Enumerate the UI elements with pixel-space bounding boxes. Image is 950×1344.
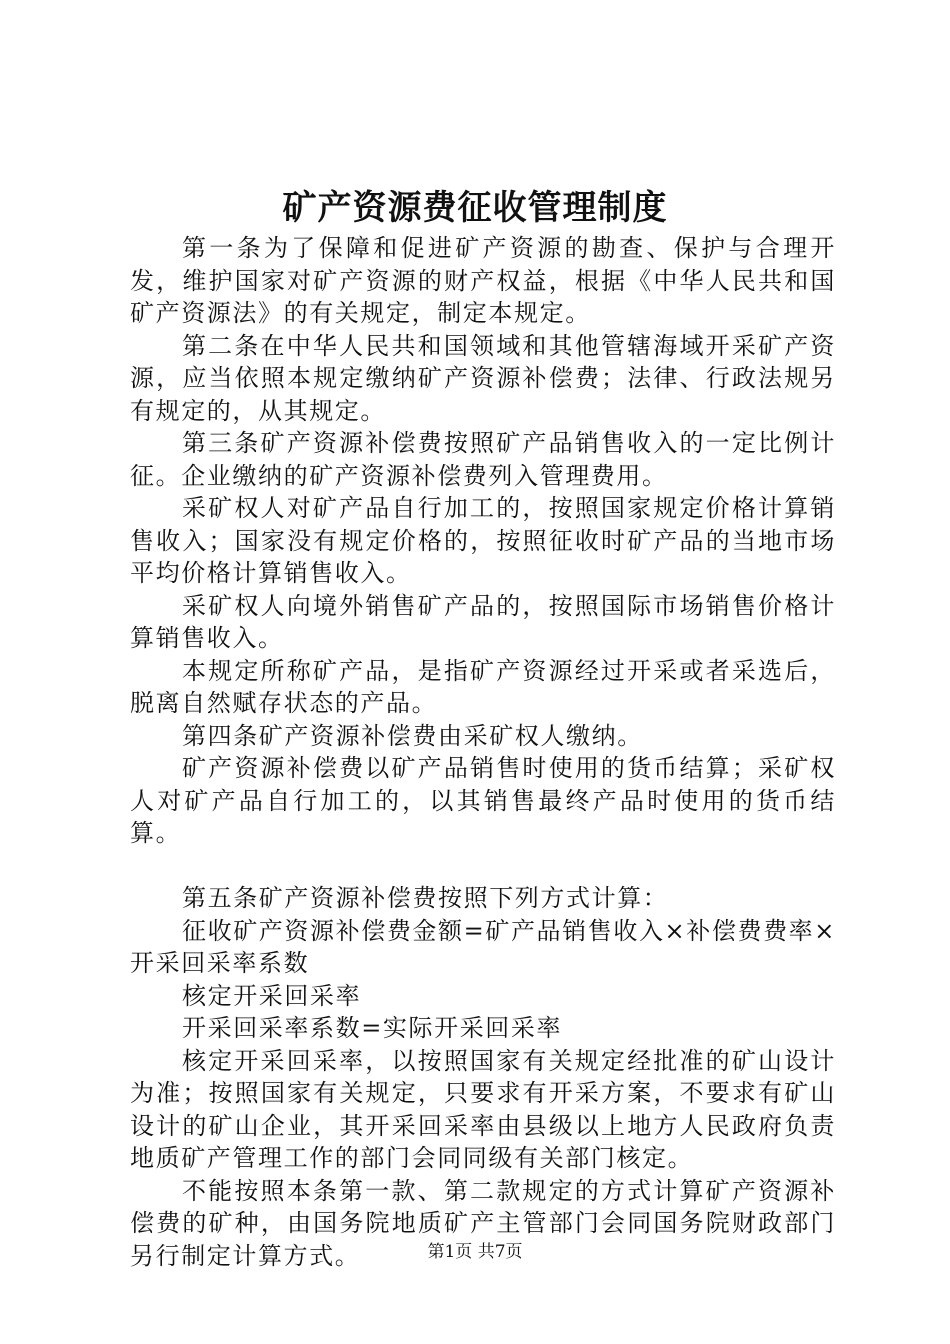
- paragraph-overseas-sales: 采矿权人向境外销售矿产品的，按照国际市场销售价格计算销售收入。: [130, 591, 836, 652]
- paragraph-article-4: 第四条矿产资源补偿费由采矿权人缴纳。: [182, 721, 643, 750]
- document-body: [130, 232, 836, 1272]
- paragraph-article-5: 第五条矿产资源补偿费按照下列方式计算：: [182, 884, 669, 912]
- paragraph-recovery-rate: 核定开采回采率: [182, 981, 362, 1010]
- paragraph-alternative-method: 不能按照本条第一款、第二款规定的方式计算矿产资源补偿费的矿种，由国务院地质矿产主管部门会同国务院财政部门另行制定计算方式。: [130, 1176, 836, 1270]
- paragraph-self-processing: 采矿权人对矿产品自行加工的，按照国家规定价格计算销售收入；国家没有规定价格的，按照征收时矿产品的当地市场平均价格计算销售收入。: [130, 494, 836, 587]
- paragraph-article-1: 第一条为了保障和促进矿产资源的勘查、保护与合理开发，维护国家对矿产资源的财产权益，根据《中华人民共和国矿产资源法》的有关规定，制定本规定。: [130, 234, 836, 327]
- paragraph-mineral-definition: 本规定所称矿产品，是指矿产资源经过开采或者采选后，脱离自然赋存状态的产品。: [130, 656, 836, 717]
- paragraph-recovery-determination: 核定开采回采率，以按照国家有关规定经批准的矿山设计为准；按照国家有关规定，只要求有开采方案，不要求有矿山设计的矿山企业，其开采回采率由县级以上地方人民政府负责地质矿产管理工作的部门会同同级有关部门核定。: [130, 1046, 836, 1172]
- document-title: 矿产资源费征收管理制度: [282, 188, 668, 228]
- paragraph-recovery-coefficient: 开采回采率系数=实际开采回采率: [182, 1014, 563, 1042]
- paragraph-formula: 征收矿产资源补偿费金额=矿产品销售收入×补偿费费率×开采回采率系数: [130, 916, 836, 977]
- page-indicator: 第1页 共7页: [427, 1242, 523, 1262]
- blank-line: [130, 850, 836, 883]
- paragraph-currency-settlement: 矿产资源补偿费以矿产品销售时使用的货币结算；采矿权人对矿产品自行加工的，以其销售最终产品时使用的货币结算。: [130, 754, 836, 847]
- paragraph-article-2: 第二条在中华人民共和国领域和其他管辖海域开采矿产资源，应当依照本规定缴纳矿产资源补偿费；法律、行政法规另有规定的，从其规定。: [130, 331, 836, 425]
- paragraph-article-3: 第三条矿产资源补偿费按照矿产品销售收入的一定比例计征。企业缴纳的矿产资源补偿费列入管理费用。: [130, 429, 836, 490]
